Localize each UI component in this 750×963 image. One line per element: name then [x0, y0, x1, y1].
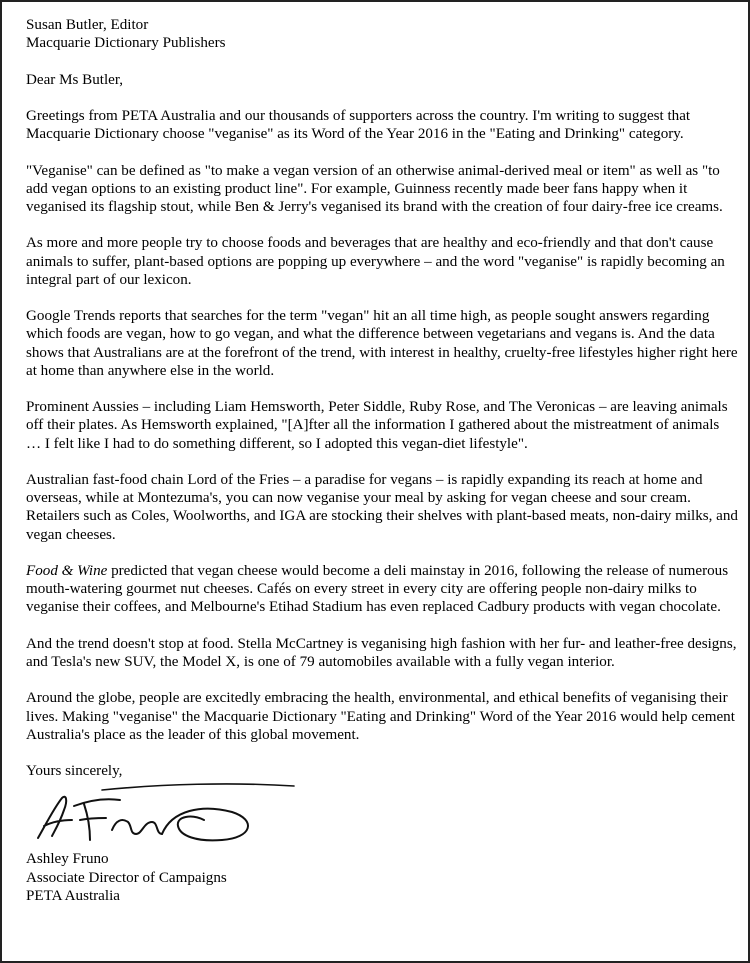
signatory-organization: PETA Australia — [26, 887, 120, 904]
closing: Yours sincerely, — [26, 763, 123, 780]
paragraph-definition: "Veganise" can be defined as "to make a vegan version of an otherwise animal-derived meal or item" as well as "to add vegan options to an existing product line". For example, Guinness recently made beer fans happy when it veganised its flagship stout, while Ben & Jerry's veganised its brand with the creation of four dairy-free ice creams. — [26, 162, 723, 215]
signatory-block — [26, 850, 738, 905]
paragraph-google-trends: Google Trends reports that searches for the term "vegan" hit an all time high, as people sought answers regarding which foods are vegan, how to go vegan, and what the difference between vegetarians and vegans is. And the data shows that Australians are at the forefront of the trend, with interest in healthy, cruelty-free lifestyles higher right here at home than anywhere else in the world. — [26, 308, 738, 379]
recipient-name: Susan Butler, Editor — [26, 17, 149, 33]
paragraph-intro: Greetings from PETA Australia and our thousands of supporters across the country. I'm writing to suggest that Macquarie Dictionary choose "veganise" as its Word of the Year 2016 in the "Eating and Drinking" category. — [26, 107, 691, 143]
signatory-title: Associate Director of Campaigns — [26, 869, 227, 886]
signatory-name: Ashley Fruno — [26, 851, 109, 868]
food-and-wine-title: Food & Wine — [26, 562, 108, 579]
paragraph-conclusion: Around the globe, people are excitedly embracing the health, environmental, and ethical benefits of veganising their lives. Making "veganise" the Macquarie Dictionary "Eating and Drinking" Word of the Year 2016 would help cement Australia's place as the leader of this global movement. — [26, 690, 735, 743]
recipient-organization: Macquarie Dictionary Publishers — [26, 35, 226, 52]
handwritten-signature — [32, 780, 312, 850]
recipient-block — [26, 16, 738, 52]
food-and-wine-rest: predicted that vegan cheese would become a deli mainstay in 2016, following the release of numerous mouth-watering gourmet nut cheeses. Cafés on every street in every city are offering people non-dairy milks to veganise their coffees, and Melbourne's Etihad Stadium has even replaced Cadbury products with vegan chocolate. — [26, 562, 729, 616]
paragraph-plant-based: As more and more people try to choose foods and beverages that are healthy and eco-friendly and that don't cause animals to suffer, plant-based options are popping up everywhere – and the word "veganise" is rapidly becoming an integral part of our lexicon. — [26, 235, 725, 288]
salutation: Dear Ms Butler, — [26, 71, 124, 88]
paragraph-fashion: And the trend doesn't stop at food. Stella McCartney is veganising high fashion with her fur- and leather-free designs, and Tesla's new SUV, the Model X, is one of 79 automobiles available with a fully vegan interior. — [26, 635, 737, 670]
letter-body — [26, 16, 738, 905]
paragraph-fast-food: Australian fast-food chain Lord of the Fries – a paradise for vegans – is rapidly expanding its reach at home and overseas, while at Montezuma's, you can now veganise your meal by asking for vegan cheese and sour cream. Retailers such as Coles, Woolworths, and IGA are stocking their shelves with plant-based meats, non-dairy milks, and vegan cheeses. — [26, 471, 738, 543]
paragraph-food-and-wine — [26, 562, 738, 617]
signature-area — [26, 780, 738, 850]
paragraph-prominent-aussies: Prominent Aussies – including Liam Hemsworth, Peter Siddle, Ruby Rose, and The Veronicas – are leaving animals off their plates. As Hemsworth explained, "[A]fter all the information I gathered about the mistreatment of animals … I felt like I had to do something different, so I adopted this vegan-diet lifestyle". — [26, 399, 728, 452]
